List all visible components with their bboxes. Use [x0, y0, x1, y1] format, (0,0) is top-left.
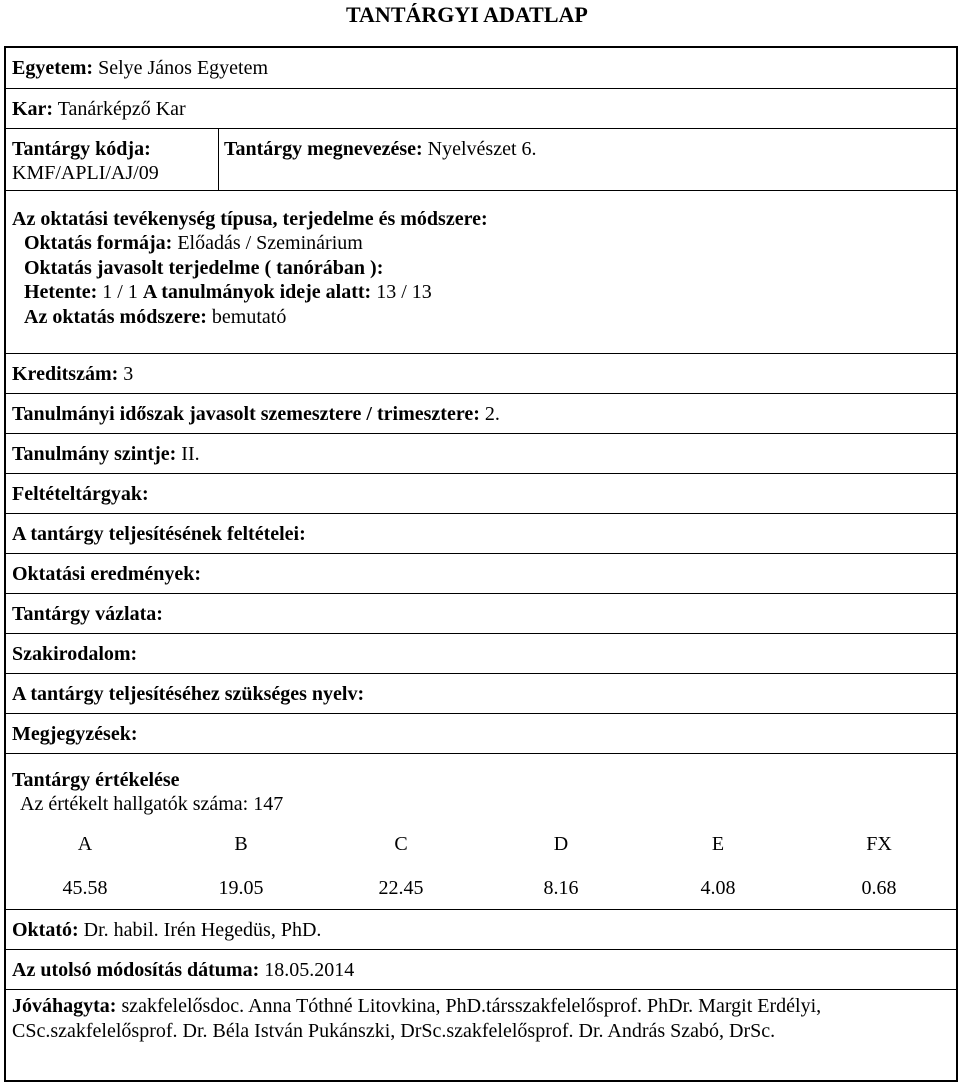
- term-row: [6, 393, 956, 433]
- credits-row: [6, 353, 956, 393]
- teaching-scope-label: Oktatás javasolt terjedelme ( tanórában ):: [24, 256, 384, 279]
- teacher-row: [6, 909, 956, 949]
- outcomes-label: Oktatási eredmények:: [12, 563, 202, 585]
- course-name-value: Nyelvészet 6.: [427, 138, 537, 160]
- outcomes-row: [6, 553, 956, 593]
- grade-percentage: 19.05: [218, 877, 264, 899]
- completion-label: A tantárgy teljesítésének feltételei:: [12, 523, 306, 545]
- university-value: Selye János Egyetem: [98, 57, 269, 79]
- approval-row: [6, 989, 956, 1082]
- grade-percentage: 8.16: [543, 877, 579, 899]
- grade-label: FX: [866, 833, 892, 855]
- course-code-label: Tantárgy kódja:: [12, 138, 151, 160]
- university-row: [6, 48, 956, 88]
- literature-label: Szakirodalom:: [12, 643, 138, 665]
- semester-value: 13 / 13: [376, 281, 432, 304]
- teaching-form-label: Oktatás formája:: [24, 232, 173, 255]
- evaluation-row: [6, 753, 956, 909]
- evaluated-count: Az értékelt hallgatók száma: 147: [20, 793, 284, 815]
- credits-label: Kreditszám:: [12, 363, 119, 385]
- last-modified-row: [6, 949, 956, 989]
- course-name-cell: [218, 137, 543, 161]
- course-code-cell: [6, 137, 216, 186]
- language-row: [6, 673, 956, 713]
- faculty-value: Tanárképző Kar: [57, 98, 186, 120]
- method-value: bemutató: [211, 305, 287, 328]
- teaching-row: [6, 190, 956, 353]
- approval-label: Jóváhagyta:: [12, 995, 117, 1017]
- weekly-value: 1 / 1: [102, 281, 138, 304]
- prerequisites-label: Feltételtárgyak:: [12, 483, 149, 505]
- teaching-form-value: Előadás / Szeminárium: [177, 232, 363, 255]
- course-row: [6, 128, 956, 190]
- evaluation-heading: Tantárgy értékelése: [12, 769, 180, 791]
- completion-row: [6, 513, 956, 553]
- grade-label: A: [77, 833, 93, 855]
- teacher-label: Oktató:: [12, 919, 79, 941]
- teaching-heading: Az oktatási tevékenység típusa, terjedelme és módszere:: [12, 208, 488, 230]
- grade-label: C: [394, 833, 408, 855]
- level-label: Tanulmány szintje:: [12, 443, 177, 465]
- credits-value: 3: [123, 363, 134, 385]
- faculty-label: Kar:: [12, 98, 54, 120]
- grade-percentage: 4.08: [700, 877, 736, 899]
- document-title: TANTÁRGYI ADATLAP: [346, 2, 588, 27]
- language-label: A tantárgy teljesítéséhez szükséges nyelv:: [12, 683, 365, 705]
- grade-label: D: [553, 833, 569, 855]
- grade-label: B: [234, 833, 248, 855]
- approval-value: szakfelelősdoc. Anna Tóthné Litovkina, PhD.társszakfelelősprof. PhDr. Margit Erdélyi, CSc.szakfelelősprof. Dr. Béla István Pukánszki, DrSc.szakfelelősprof. Dr. András Szabó, DrSc.: [12, 995, 822, 1042]
- literature-row: [6, 633, 956, 673]
- course-code-value: KMF/APLI/AJ/09: [12, 162, 159, 185]
- outline-label: Tantárgy vázlata:: [12, 603, 163, 625]
- last-modified-value: 18.05.2014: [264, 959, 355, 981]
- notes-row: [6, 713, 956, 753]
- datasheet-table: [4, 46, 958, 1082]
- grade-label: E: [711, 833, 725, 855]
- teacher-value: Dr. habil. Irén Hegedüs, PhD.: [83, 919, 322, 941]
- grade-percentage: 22.45: [378, 877, 424, 899]
- university-label: Egyetem:: [12, 57, 94, 79]
- course-name-label: Tantárgy megnevezése:: [224, 138, 423, 160]
- faculty-row: [6, 88, 956, 128]
- weekly-label: Hetente:: [24, 281, 98, 304]
- grade-percentage: 45.58: [62, 877, 108, 899]
- level-row: [6, 433, 956, 473]
- last-modified-label: Az utolsó módosítás dátuma:: [12, 959, 260, 981]
- notes-label: Megjegyzések:: [12, 723, 138, 745]
- grade-percentages-row: [6, 876, 956, 908]
- prerequisites-row: [6, 473, 956, 513]
- term-label: Tanulmányi időszak javasolt szemesztere / trimesztere:: [12, 403, 480, 425]
- level-value: II.: [181, 443, 200, 465]
- grade-labels-row: [6, 832, 956, 864]
- method-label: Az oktatás módszere:: [24, 305, 207, 328]
- outline-row: [6, 593, 956, 633]
- term-value: 2.: [484, 403, 500, 425]
- semester-label: A tanulmányok ideje alatt:: [142, 281, 372, 304]
- grade-percentage: 0.68: [861, 877, 897, 899]
